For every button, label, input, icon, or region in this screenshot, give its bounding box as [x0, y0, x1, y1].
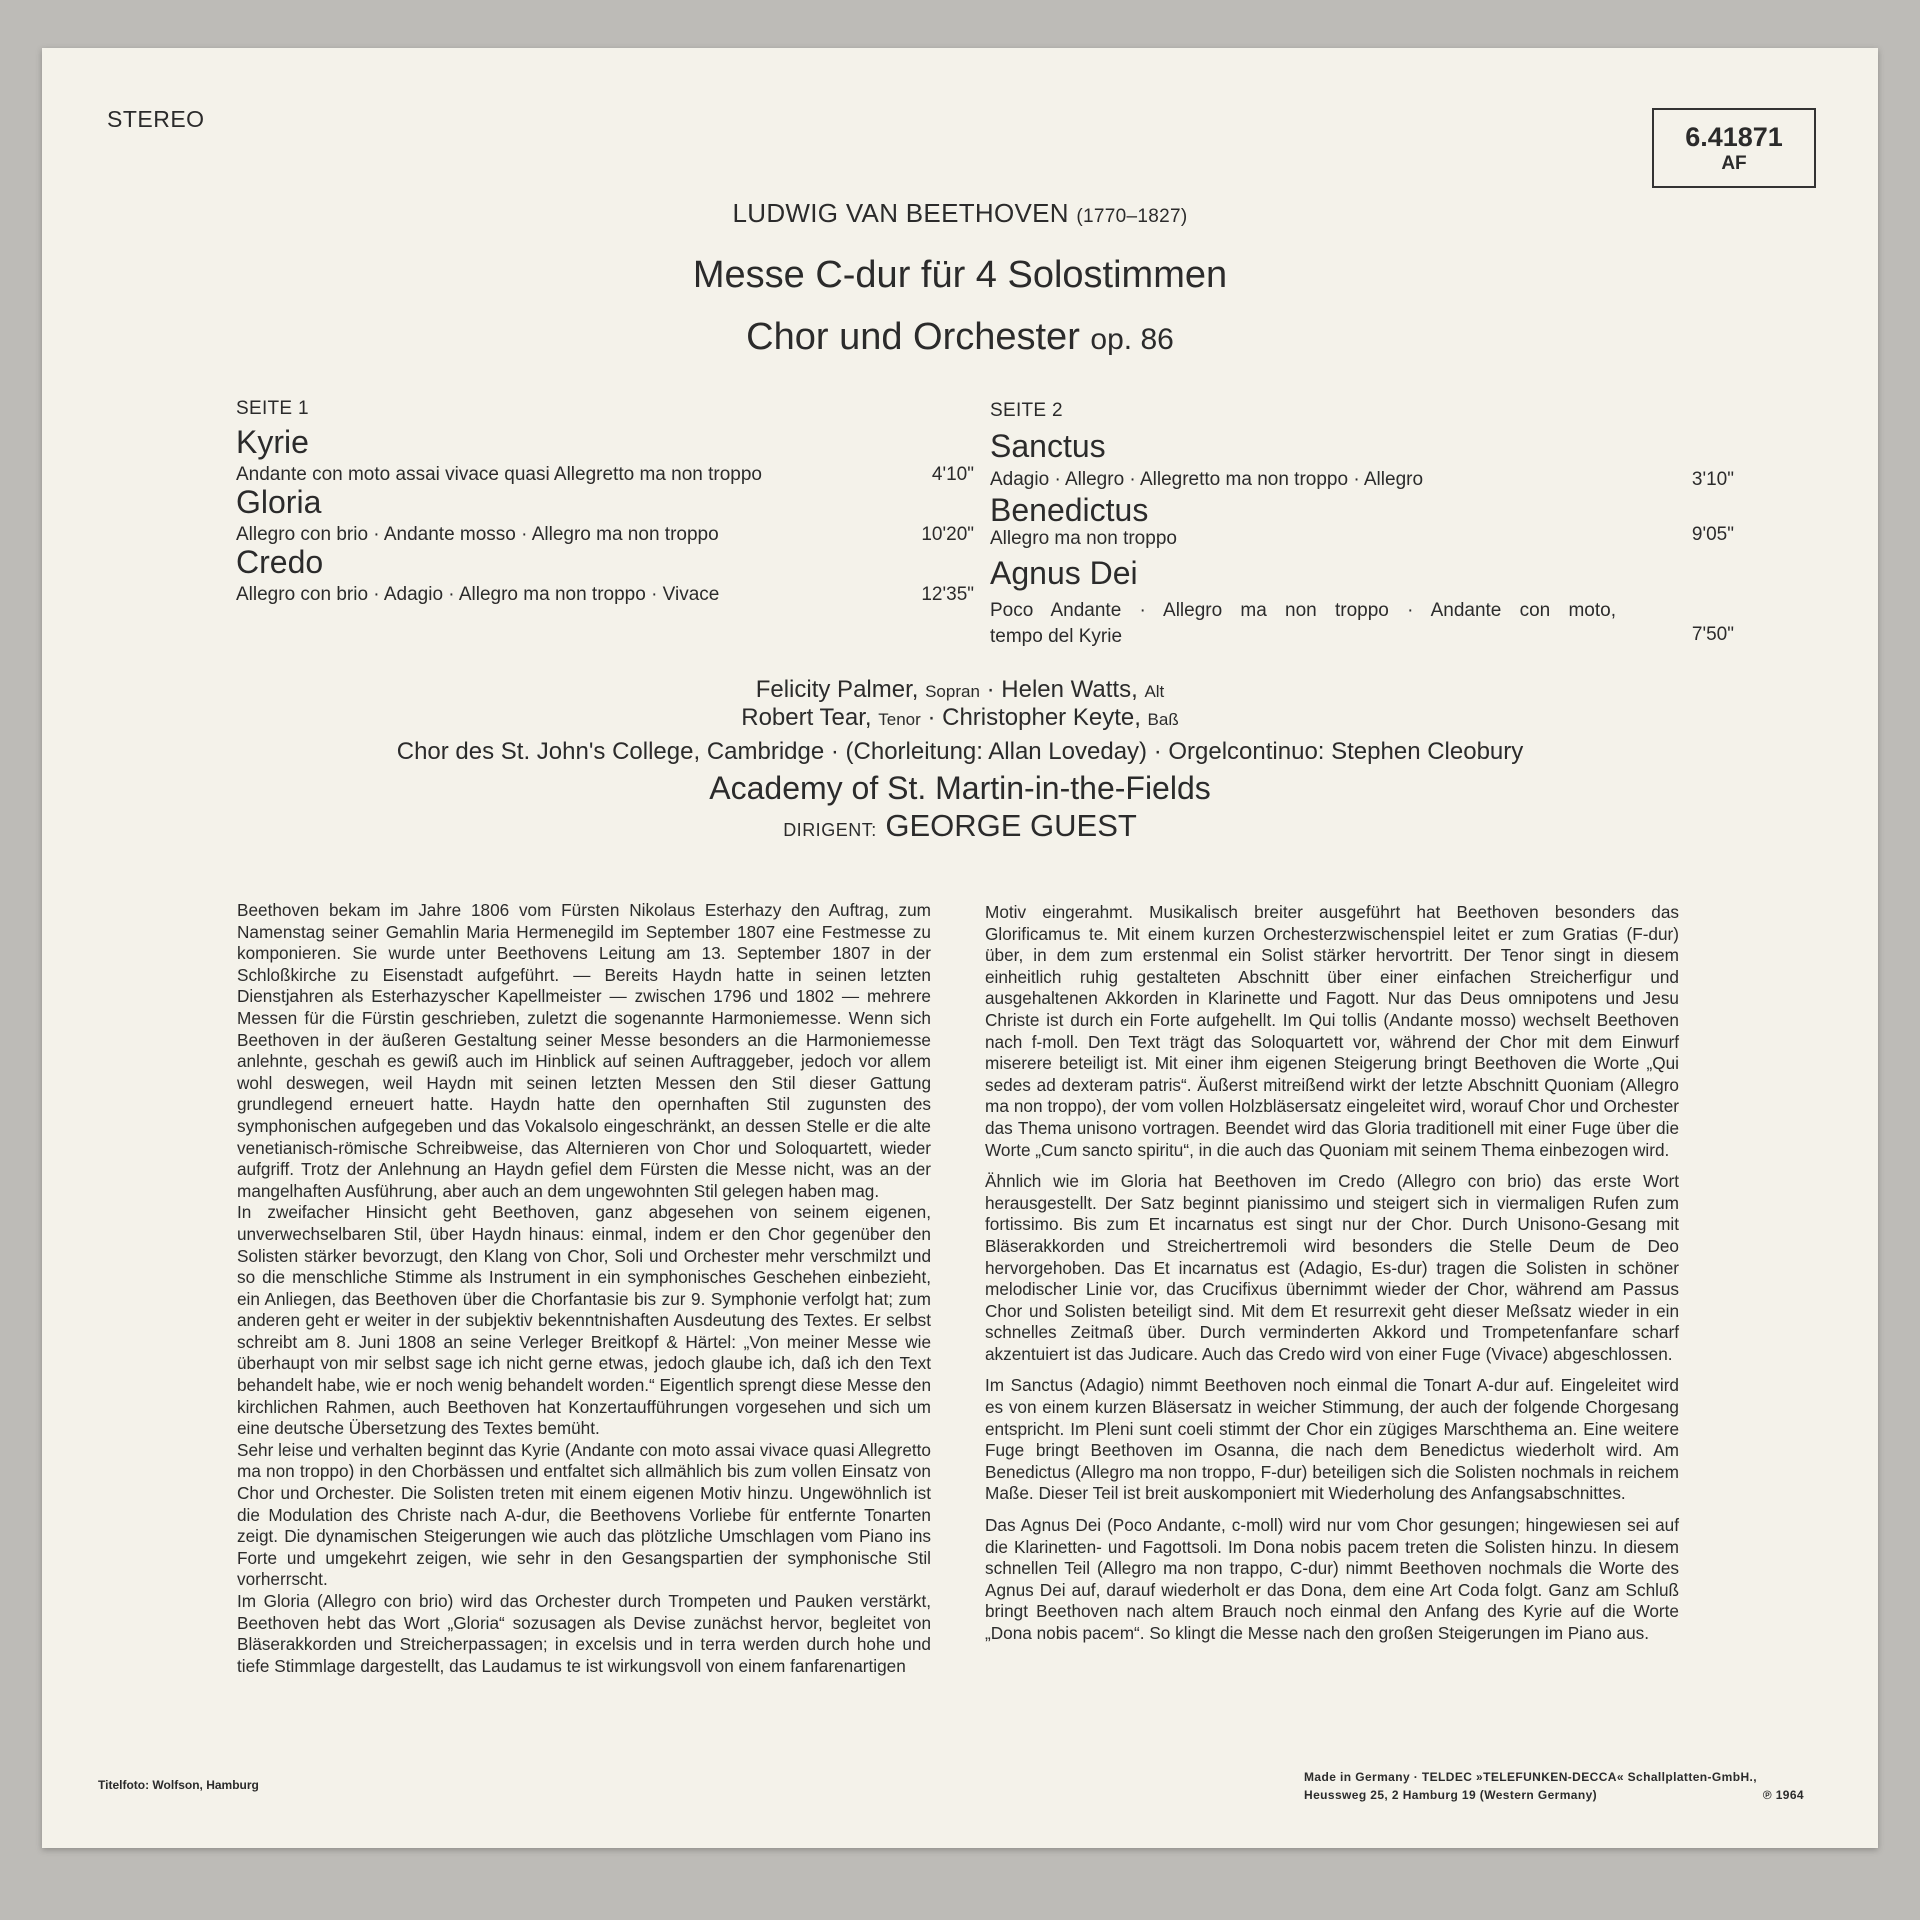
liner-notes-right-column: [985, 902, 1679, 1645]
side1-movement-duration: 4'10": [931, 464, 974, 485]
side2-movement-duration: 9'05": [1691, 524, 1734, 545]
copyright-mark: ℗ 1964: [1762, 1788, 1804, 1802]
publisher-line2: Heussweg 25, 2 Hamburg 19 (Western Germany): [1304, 1788, 1598, 1802]
side2-label: SEITE 2: [990, 400, 1063, 421]
side1-movement-name: Kyrie: [236, 424, 309, 460]
side1-movement-tempo: Andante con moto assai vivace quasi Allegretto ma non troppo: [236, 464, 762, 485]
soprano-name: Felicity Palmer,: [755, 676, 919, 703]
record-sleeve-back: [42, 48, 1878, 1848]
opus-number: op. 86: [1090, 323, 1174, 356]
conductor-line: [42, 808, 1878, 844]
liner-paragraph: Das Agnus Dei (Poco Andante, c-moll) wird nur vom Chor gesungen; hingewiesen sei auf die Klarinetten- und Fagottsoli. Im Dona nobis pacem treten die Solisten hinzu. In diesem schnellen Teil (Allegro ma non trappo, C-dur) nimmt Beethoven nochmals die Worte des Agnus Dei auf, darauf wiederholt er das Dona, dem eine Art Coda folgt. Ganz am Schluß bringt Beethoven nach altem Brauch noch einmal den Anfang des Kyrie auf die Worte „Dona nobis pacem“. So klingt die Messe nach den großen Steigerungen im Piano aus.: [985, 1515, 1679, 1643]
side1-movement-name: Gloria: [236, 484, 322, 520]
conductor-name: GEORGE GUEST: [885, 808, 1137, 843]
orchestra-name: Academy of St. Martin-in-the-Fields: [709, 770, 1211, 806]
alto-role: Alt: [1144, 682, 1165, 701]
soloists-line2: Robert Tear, Tenor · Christopher Keyte, Baß: [741, 704, 1179, 731]
side2-movement-name: Agnus Dei: [990, 555, 1138, 591]
liner-paragraph: Ähnlich wie im Gloria hat Beethoven im Credo (Allegro con brio) das erste Wort herausgestellt. Der Satz beginnt pianissimo und steigert sich in viermaligen Rufen zum fortissimo. Bis zum Et incarnatus est singt nur der Chor. Durch Unisono-Gesang mit Bläserakkorden und Streichertremoli wird besonders die Stelle Deum de Deo hervorgehoben. Das Et incarnatus est (Adagio, Es-dur) tragen die Solisten in schöner melodischer Linie vor, das Crucifixus übernimmt wieder der Chor, während am Passus Chor und Solisten beteiligt sind. Mit dem Et resurrexit geht dieser Meßsatz wieder in ein schnelles Zeitmaß über. Durch verminderten Akkord und Trompetenfanfare scharf akzentuiert ist das Judicare. Auch das Credo wird von einer Fuge (Vivace) abgeschlossen.: [985, 1171, 1679, 1364]
side2-movement-tempo: Allegro ma non troppo: [990, 528, 1177, 549]
liner-paragraph: Im Sanctus (Adagio) nimmt Beethoven noch einmal die Tonart A-dur auf. Eingeleitet wird es von einem kurzen Bläsersatz in weicher Stimmung, der auch der folgende Chorgesang entspricht. Im Pleni sunt coeli stimmt der Chor ein zügiges Marschthema an. Eine weitere Fuge bringt Beethoven im Osanna, die nach dem Benedictus wiederholt wird. Am Benedictus (Allegro ma non troppo, F-dur) beteiligen sich die Solisten nochmals in reichem Maße. Dieser Teil ist breit auskomponiert mit Wiederholung des Anfangsabschnittes.: [985, 1375, 1679, 1504]
composer-dates: (1770–1827): [1076, 206, 1188, 227]
liner-notes-left-column: [237, 900, 931, 1677]
side1-label: SEITE 1: [236, 398, 309, 419]
side2-movement-tempo: Adagio · Allegro · Allegretto ma non troppo · Allegro: [990, 469, 1424, 490]
composer-line: [42, 198, 1878, 229]
conductor-label: DIRIGENT:: [783, 820, 877, 840]
liner-paragraph: Sehr leise und verhalten beginnt das Kyrie (Andante con moto assai vivace quasi Allegretto ma non troppo) in den Chorbässen und entfaltet sich allmählich bis zum vollen Einsatz von Chor und Orchester. Die Solisten treten mit einem eigenen Motiv hinzu. Ungewöhnlich ist die Modulation des Christe nach A-dur, die Beethovens Vorliebe für entfernte Tonarten zeigt. Die dynamischen Steigerungen wie auch das plötzliche Umschlagen vom Piano ins Forte und umgekehrt zeigen, wie sehr in den Gesangspartien der symphonische Stil vorherrscht.: [237, 1439, 931, 1590]
stereo-label: STEREO: [107, 106, 205, 132]
liner-paragraph: In zweifacher Hinsicht geht Beethoven, ganz abgesehen von seinem eigenen, unverwechselbaren Stil, über Haydn hinaus: einmal, indem er den Chor gegenüber den Solisten stärker bevorzugt, den Klang von Chor, Soli und Orchester mehr verschmilzt und so die menschliche Stimme als Instrument in ein symphonisches Geschehen einbezieht, ein Anliegen, das Beethoven über die Chorfantasie bis zur 9. Symphonie verfolgt hat; zum anderen geht er weiter in der subjektiv bekenntnishaften Ausdeutung des Textes. Er selbst schreibt am 8. Juni 1808 an seine Verleger Breitkopf & Härtel: „Von meiner Messe wie überhaupt von mir selbst sage ich nicht gerne etwas, jedoch glaube ich, daß ich den Text behandelt habe, wie er noch wenig behandelt worden.“ Eigentlich sprengt diese Messe den kirchlichen Rahmen, auch Beethoven hat Konzertaufführungen vorgesehen und sich um eine deutsche Übersetzung des Textes bemüht.: [237, 1202, 931, 1439]
composer-name: LUDWIG VAN BEETHOVEN: [732, 198, 1069, 228]
bass-name: Christopher Keyte,: [942, 704, 1141, 731]
photo-credit: Titelfoto: Wolfson, Hamburg: [98, 1778, 259, 1792]
side2-movement-duration: 3'10": [1691, 469, 1734, 490]
side1-movement-duration: 12'35": [921, 584, 974, 605]
work-title-line2: [42, 316, 1878, 359]
work-title-line1: Messe C-dur für 4 Solostimmen: [692, 254, 1228, 296]
side2-movement-tempo: Poco Andante · Allegro ma non troppo · Andante con moto,: [990, 600, 1616, 621]
soprano-role: Sopran: [925, 682, 980, 701]
side2-movement-name: Sanctus: [990, 428, 1106, 464]
liner-paragraph: Im Gloria (Allegro con brio) wird das Orchester durch Trompeten und Pauken verstärkt, Beethoven hebt das Wort „Gloria“ sozusagen als Devise zunächst hervor, begleitet von Bläserakkorden und Streicherpassagen; in excelsis und in terra werden durch hohe und tiefe Stimmlage dargestellt, das Laudamus te ist wirkungsvoll von einem fanfarenartigen: [237, 1591, 931, 1676]
alto-name: Helen Watts,: [1001, 676, 1138, 703]
soloists-line1: Felicity Palmer, Sopran · Helen Watts, Alt: [755, 676, 1165, 703]
tenor-name: Robert Tear,: [741, 704, 872, 731]
catalog-number: 6.41871: [1685, 122, 1783, 152]
side2-movement-name: Benedictus: [990, 492, 1149, 528]
side1-movement-tempo: Allegro con brio · Andante mosso · Allegro ma non troppo: [236, 524, 719, 545]
bass-role: Baß: [1147, 710, 1179, 729]
side2-movement-duration: 7'50": [1691, 624, 1734, 645]
work-title-forces: Chor und Orchester: [746, 316, 1080, 358]
side1-movement-duration: 10'20": [921, 524, 974, 545]
side1-movement-name: Credo: [236, 544, 324, 580]
liner-paragraph: Motiv eingerahmt. Musikalisch breiter ausgeführt hat Beethoven besonders das Glorificamus te. Mit einem kurzen Orchesterzwischenspiel leitet er zum Gratias (F-dur) über, in dem zum erstenmal ein Solist stärker hervortritt. Der Tenor singt in diesem einheitlich ruhig gestalteten Abschnitt über einer einfachen Streicherfigur und ausgehaltenen Akkorden in Klarinette und Fagott. Nur das Deus omnipotens und Jesu Christe ist durch ein Forte aufgehellt. Im Qui tollis (Andante mosso) wechselt Beethoven nach f-moll. Den Text trägt das Soloquartett vor, während der Chor mit dem Einwurf miserere beteiligt ist. Mit einer ihm eigenen Steigerung bringt Beethoven die Worte „Qui sedes ad dexteram patris“. Äußerst mitreißend wirkt der letzte Abschnitt Quoniam (Allegro ma non troppo), der vom vollen Holzbläsersatz eingeleitet wird, worauf Chor und Orchester das Thema unisono vortragen. Beendet wird das Gloria traditionell mit einer Fuge über die Worte „Cum sancto spiritu“, in die auch das Quoniam mit seinem Thema einbezogen wird.: [985, 902, 1679, 1160]
catalog-number-box: [1652, 108, 1816, 188]
catalog-suffix: AF: [1721, 153, 1747, 174]
liner-paragraph: Beethoven bekam im Jahre 1806 vom Fürsten Nikolaus Esterhazy den Auftrag, zum Namenstag seiner Gemahlin Maria Hermenegild im September 1807 eine Festmesse zu komponieren. Sie wurde unter Beethovens Leitung am 13. September 1807 in der Schloßkirche zu Eisenstadt aufgeführt. — Bereits Haydn hatte in seinen letzten Dienstjahren als Esterhazyscher Kapellmeister — zwischen 1796 und 1802 — mehrere Messen für die Fürstin geschrieben, zuletzt die sogenannte Harmoniemesse. Wenn sich Beethoven in der äußeren Gestaltung seiner Messe besonders an die Harmoniemesse anlehnte, geschah es gewiß auch im Hinblick auf seinen Auftraggeber, jedoch vor allem wohl deswegen, weil Haydn mit seinen letzten Messen den Stil dieser Gattung grundlegend erneuert hatte. Haydn hatte den opernhaften Stil zugunsten des symphonischen aufgegeben und das Vokalsolo eingeschränkt, an dessen Stelle er die alte venetianisch-römische Schreibweise, das Alternieren von Chor und Soloquartett, wieder aufgriff. Trotz der Anlehnung an Haydn gefiel dem Fürsten die Messe nicht, was an der mangelhaften Ausführung, aber auch an dem ungewohnten Stil gelegen haben mag.: [237, 900, 931, 1201]
publisher-info: [1304, 1768, 1804, 1804]
side1-movement-tempo: Allegro con brio · Adagio · Allegro ma non troppo · Vivace: [236, 584, 720, 605]
tenor-role: Tenor: [878, 710, 921, 729]
choir-line: Chor des St. John's College, Cambridge · (Chorleitung: Allan Loveday) · Orgelcontinuo: Stephen Cleobury: [396, 738, 1524, 765]
side2-movement-tempo-continued: tempo del Kyrie: [990, 626, 1123, 647]
publisher-line1: Made in Germany · TELDEC »TELEFUNKEN-DECCA« Schallplatten-GmbH.,: [1304, 1770, 1757, 1784]
